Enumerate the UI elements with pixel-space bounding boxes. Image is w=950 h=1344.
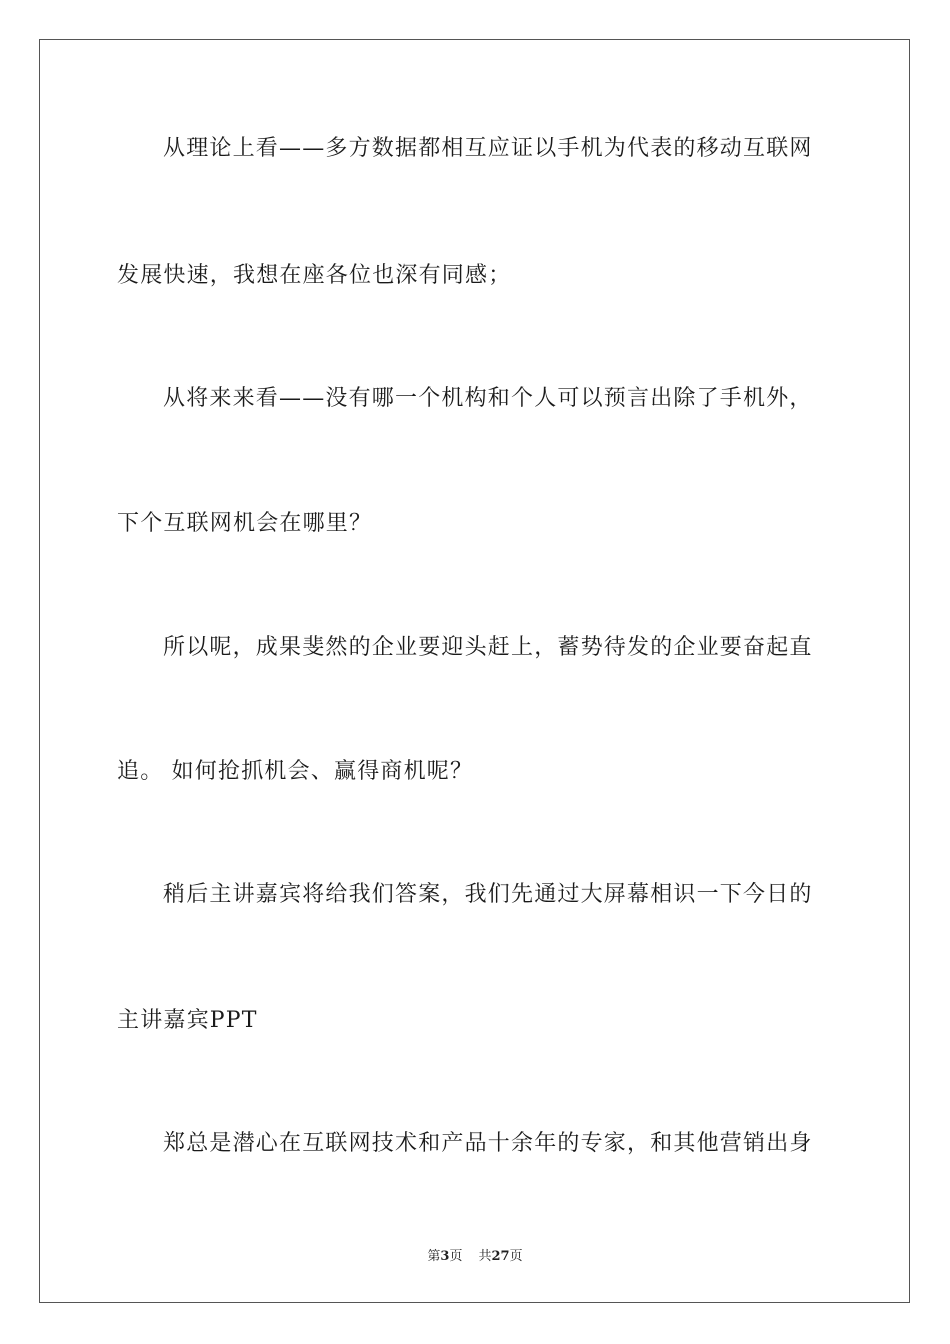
paragraph-5-line-1: 郑总是潜心在互联网技术和产品十余年的专家，和其他营销出身	[163, 1131, 813, 1156]
total-pages: 27	[491, 1249, 510, 1264]
paragraph-3-line-2: 追。 如何抢抓机会、赢得商机呢？	[117, 759, 474, 784]
total-suffix: 页	[509, 1249, 523, 1264]
paragraph-2-line-1: 从将来来看——没有哪一个机构和个人可以预言出除了手机外，	[163, 386, 813, 411]
paragraph-3-line-1: 所以呢，成果斐然的企业要迎头赶上，蓄势待发的企业要奋起直	[163, 635, 813, 660]
page-suffix: 页	[449, 1249, 463, 1264]
page-number: 3	[440, 1249, 450, 1264]
paragraph-4-line-2: 主讲嘉宾PPT	[117, 1008, 258, 1033]
paragraph-1-line-2: 发展快速，我想在座各位也深有同感；	[117, 263, 512, 288]
paragraph-4-line-1: 稍后主讲嘉宾将给我们答案，我们先通过大屏幕相识一下今日的	[163, 882, 813, 907]
page-prefix: 第	[427, 1249, 441, 1264]
paragraph-2-line-2: 下个互联网机会在哪里？	[117, 511, 373, 536]
page-border	[39, 39, 910, 1303]
paragraph-1-line-1: 从理论上看——多方数据都相互应证以手机为代表的移动互联网	[163, 136, 813, 161]
page-footer	[0, 1248, 950, 1266]
total-prefix: 共	[478, 1249, 492, 1264]
